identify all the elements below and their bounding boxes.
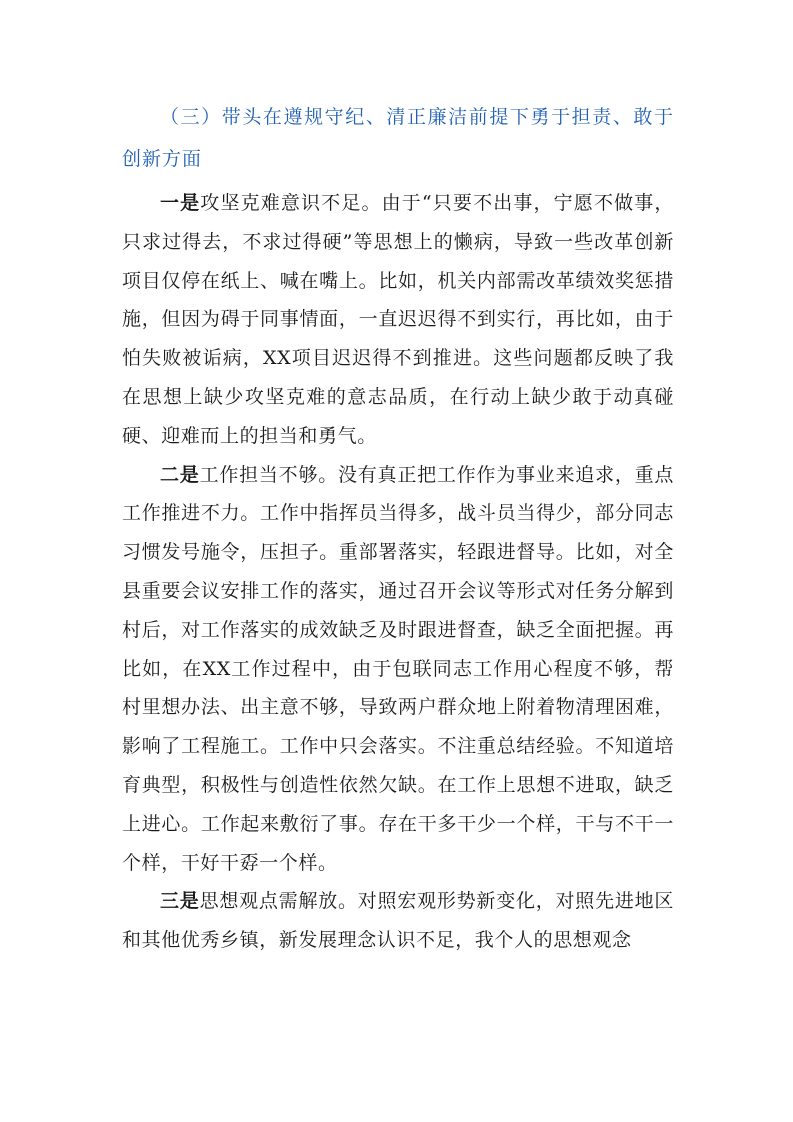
paragraph-lead: 二是 [160, 463, 200, 486]
paragraph-1 [122, 184, 674, 456]
section-heading: （三）带头在遵规守纪、清正廉洁前提下勇于担责、敢于创新方面 [122, 106, 674, 170]
paragraph-text: 攻坚克难意识不足。由于“只要不出事，宁愿不做事，只求过得去，不求过得硬”等思想上的懒病，导致一些改革创新项目仅停在纸上、喊在嘴上。比如，机关内部需改革绩效奖惩措施，但因为碍于同事情面，一直迟迟得不到实行，再比如，由于怕失败被诟病，XX项目迟迟得不到推进。这些问题都反映了我在思想上缺少攻坚克难的意志品质，在行动上缺少敢于动真碰硬、迎难而上的担当和勇气。 [122, 192, 674, 447]
document-body [122, 96, 674, 960]
paragraph-text: 工作担当不够。没有真正把工作作为事业来追求，重点工作推进不力。工作中指挥员当得多，战斗员当得少，部分同志习惯发号施令，压担子。重部署落实，轻跟进督导。比如，对全县重要会议安排工作的落实，通过召开会议等形式对任务分解到村后，对工作落实的成效缺乏及时跟进督查，缺乏全面把握。再比如，在XX工作过程中，由于包联同志工作用心程度不够，帮村里想办法、出主意不够，导致两户群众地上附着物清理困难，影响了工程施工。工作中只会落实。不注重总结经验。不知道培育典型，积极性与创造性依然欠缺。在工作上思想不进取，缺乏上进心。工作起来敷衍了事。存在干多干少一个样，干与不干一个样，干好干孬一个样。 [122, 463, 675, 874]
paragraph-lead: 一是 [160, 192, 201, 214]
paragraph-2 [122, 456, 674, 883]
paragraph-lead: 三是 [160, 890, 200, 913]
paragraph-3 [122, 882, 674, 960]
paragraph-text: 思想观点需解放。对照宏观形势新变化，对照先进地区和其他优秀乡镇，新发展理念认识不足，我个人的思想观念 [122, 890, 675, 952]
